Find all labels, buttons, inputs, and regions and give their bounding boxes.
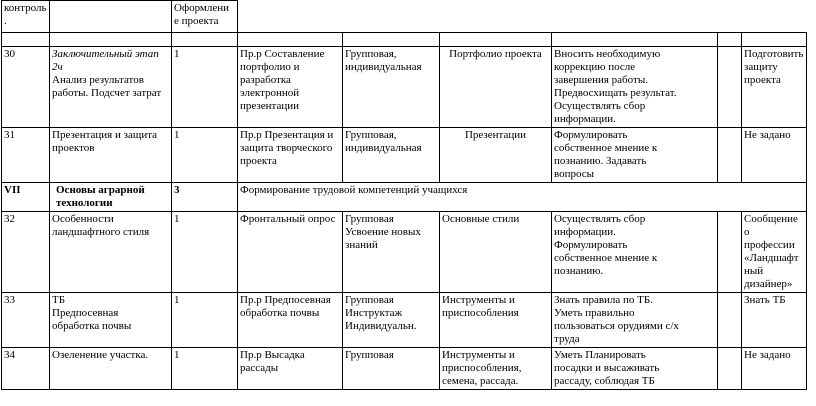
empty-cell bbox=[718, 47, 742, 128]
key-concepts: Портфолио проекта bbox=[440, 47, 552, 128]
work-form: Групповая, индивидуальная bbox=[343, 128, 440, 183]
key-concepts: Инструменты и приспособления bbox=[440, 293, 552, 348]
learning-activity: Уметь Планировать посадки и высаживать рассаду, соблюдая ТБ bbox=[552, 348, 718, 390]
section-number: VII bbox=[2, 183, 50, 212]
lesson-topic-text: Анализ результатов работы. Подсчет затрат bbox=[52, 74, 162, 99]
table-row bbox=[2, 293, 807, 348]
key-concepts: Презентации bbox=[440, 128, 552, 183]
lesson-type: Пр.р Презентация и защита творческого проекта bbox=[238, 128, 343, 183]
lesson-type: Пр.р Предпосевная обработка почвы bbox=[238, 293, 343, 348]
lesson-topic: ТБ Предпосевная обработка почвы bbox=[50, 293, 172, 348]
lesson-plan-table bbox=[1, 0, 807, 390]
hours: 1 bbox=[172, 128, 238, 183]
hours: 1 bbox=[172, 293, 238, 348]
empty-cell bbox=[718, 128, 742, 183]
lesson-stage-title: Заключительный этап 2ч bbox=[52, 48, 159, 73]
homework: Знать ТБ bbox=[742, 293, 807, 348]
work-form: Групповая Усвоение новых знаний bbox=[343, 212, 440, 293]
blank-cell bbox=[172, 33, 238, 47]
hours: 1 bbox=[172, 212, 238, 293]
header-row bbox=[2, 1, 807, 33]
table-row bbox=[2, 212, 807, 293]
row-number: 31 bbox=[2, 128, 50, 183]
lesson-topic: Особенности ландшафтного стиля bbox=[50, 212, 172, 293]
learning-activity: Формулировать собственное мнение к познанию. Задавать вопросы bbox=[552, 128, 718, 183]
homework: Подготовить защиту проекта bbox=[742, 47, 807, 128]
row-number: 32 bbox=[2, 212, 50, 293]
blank-cell bbox=[238, 33, 343, 47]
blank-cell bbox=[440, 33, 552, 47]
blank-cell bbox=[2, 33, 50, 47]
table-row bbox=[2, 128, 807, 183]
blank-cell bbox=[718, 33, 742, 47]
homework: Сообщение о профессии «Ландшафтный дизайнер» bbox=[742, 212, 807, 293]
hours: 1 bbox=[172, 47, 238, 128]
learning-activity: Знать правила по ТБ. Уметь правильно пользоваться орудиями с/х труда bbox=[552, 293, 718, 348]
blank-row bbox=[2, 33, 807, 47]
learning-activity: Вносить необходимую коррекцию после завершения работы. Предвосхищать результат. Осуществлять сбор информации. bbox=[552, 47, 718, 128]
lesson-topic: Презентация и защита проектов bbox=[50, 128, 172, 183]
row-number: 33 bbox=[2, 293, 50, 348]
work-form: Групповая, индивидуальная bbox=[343, 47, 440, 128]
section-goal: Формирование трудовой компетенций учащихся bbox=[238, 183, 807, 212]
empty-cell bbox=[718, 293, 742, 348]
header-no-border bbox=[238, 1, 807, 33]
section-title-text: Основы аграрной технологии bbox=[56, 184, 145, 209]
lesson-topic bbox=[50, 47, 172, 128]
section-hours: 3 bbox=[172, 183, 238, 212]
table-row bbox=[2, 47, 807, 128]
lesson-type: Пр.р Составление портфолио и разработка электронной презентации bbox=[238, 47, 343, 128]
section-title bbox=[50, 183, 172, 212]
key-concepts: Основные стили bbox=[440, 212, 552, 293]
work-form: Групповая bbox=[343, 348, 440, 390]
section-row bbox=[2, 183, 807, 212]
hours: 1 bbox=[172, 348, 238, 390]
blank-cell bbox=[742, 33, 807, 47]
row-number: 34 bbox=[2, 348, 50, 390]
header-control: контроль . bbox=[2, 1, 50, 33]
table-row bbox=[2, 348, 807, 390]
blank-cell bbox=[552, 33, 718, 47]
empty-cell bbox=[718, 348, 742, 390]
learning-activity: Осуществлять сбор информации. Формулировать собственное мнение к познанию. bbox=[552, 212, 718, 293]
blank-cell bbox=[343, 33, 440, 47]
header-empty-2 bbox=[50, 1, 172, 33]
key-concepts: Инструменты и приспособления, семена, рассада. bbox=[440, 348, 552, 390]
empty-cell bbox=[718, 212, 742, 293]
row-number: 30 bbox=[2, 47, 50, 128]
work-form: Групповая Инструктаж Индивидуальн. bbox=[343, 293, 440, 348]
blank-cell bbox=[50, 33, 172, 47]
lesson-type: Фронтальный опрос bbox=[238, 212, 343, 293]
homework: Не задано bbox=[742, 128, 807, 183]
homework: Не задано bbox=[742, 348, 807, 390]
header-design: Оформлени е проекта bbox=[172, 1, 238, 33]
lesson-type: Пр.р Высадка рассады bbox=[238, 348, 343, 390]
lesson-topic: Озеленение участка. bbox=[50, 348, 172, 390]
